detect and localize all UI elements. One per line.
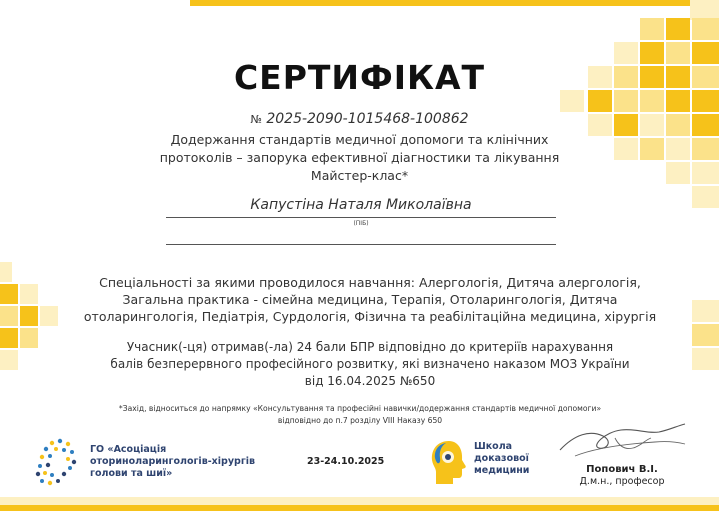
specialties-line: Загальна практика - сімейна медицина, Терапія, Отоларингологія, Дитяча bbox=[122, 292, 618, 307]
school-logo-icon bbox=[427, 438, 469, 488]
school-name-line: доказової bbox=[474, 453, 529, 464]
points-line: Учасник(-ця) отримав(-ла) 24 бали БПР відповідно до критеріїв нарахування bbox=[126, 340, 614, 354]
certificate-number bbox=[0, 111, 719, 127]
signature-icon bbox=[555, 420, 690, 465]
certificate-title: СЕРТИФІКАТ bbox=[233, 58, 486, 97]
event-dates: 23-24.10.2025 bbox=[307, 456, 385, 467]
number-prefix: № bbox=[250, 113, 262, 126]
course-line: Майстер-клас* bbox=[310, 168, 409, 183]
footnote-line: відповідно до п.7 розділу VIII Наказу 650 bbox=[277, 416, 443, 425]
footnote-line: *Захід, відноситься до напрямку «Консультування та професійні навички/додержання стандартів медичної допомоги» bbox=[118, 404, 602, 413]
course-line: протоколів – запорука ефективної діагностики та лікування bbox=[159, 150, 560, 165]
blank-line bbox=[166, 244, 556, 245]
bottom-decor-stripe bbox=[0, 505, 719, 511]
school-name-line: Школа bbox=[474, 441, 513, 452]
association-name-line: оториноларингологів-хірургів bbox=[90, 456, 256, 467]
left-mosaic bbox=[0, 262, 58, 370]
name-caption: (ПІБ) bbox=[353, 220, 369, 227]
points-line: від 16.04.2025 №650 bbox=[304, 374, 436, 388]
specialties-line: отоларингологія, Педіатрія, Сурдологія, Фізична та реабілітаційна медицина, хірургія bbox=[83, 309, 657, 324]
specialties-text bbox=[70, 274, 670, 325]
association-name bbox=[90, 444, 255, 480]
association-logo-icon bbox=[30, 435, 85, 490]
signer-name: Попович В.І. bbox=[586, 464, 658, 475]
points-text bbox=[110, 339, 630, 390]
number-value: 2025-2090-1015468-100862 bbox=[266, 111, 469, 127]
participant-name: Капустіна Наталя Миколаївна bbox=[250, 197, 472, 213]
name-underline bbox=[166, 217, 556, 218]
school-name bbox=[474, 441, 529, 477]
association-name-line: голови та шиї» bbox=[90, 468, 173, 479]
association-name-line: ГО «Асоціація bbox=[90, 444, 167, 455]
school-name-line: медицини bbox=[474, 465, 530, 476]
course-title bbox=[120, 131, 599, 185]
specialties-line: Спеціальності за якими проводилося навчання: Алергологія, Дитяча алергологія, bbox=[99, 275, 641, 290]
course-line: Додержання стандартів медичної допомоги та клінічних bbox=[170, 132, 549, 147]
signer-title: Д.м.н., професор bbox=[579, 476, 665, 487]
points-line: балів безперервного професійного розвитку, які визначено наказом МОЗ України bbox=[110, 357, 630, 371]
